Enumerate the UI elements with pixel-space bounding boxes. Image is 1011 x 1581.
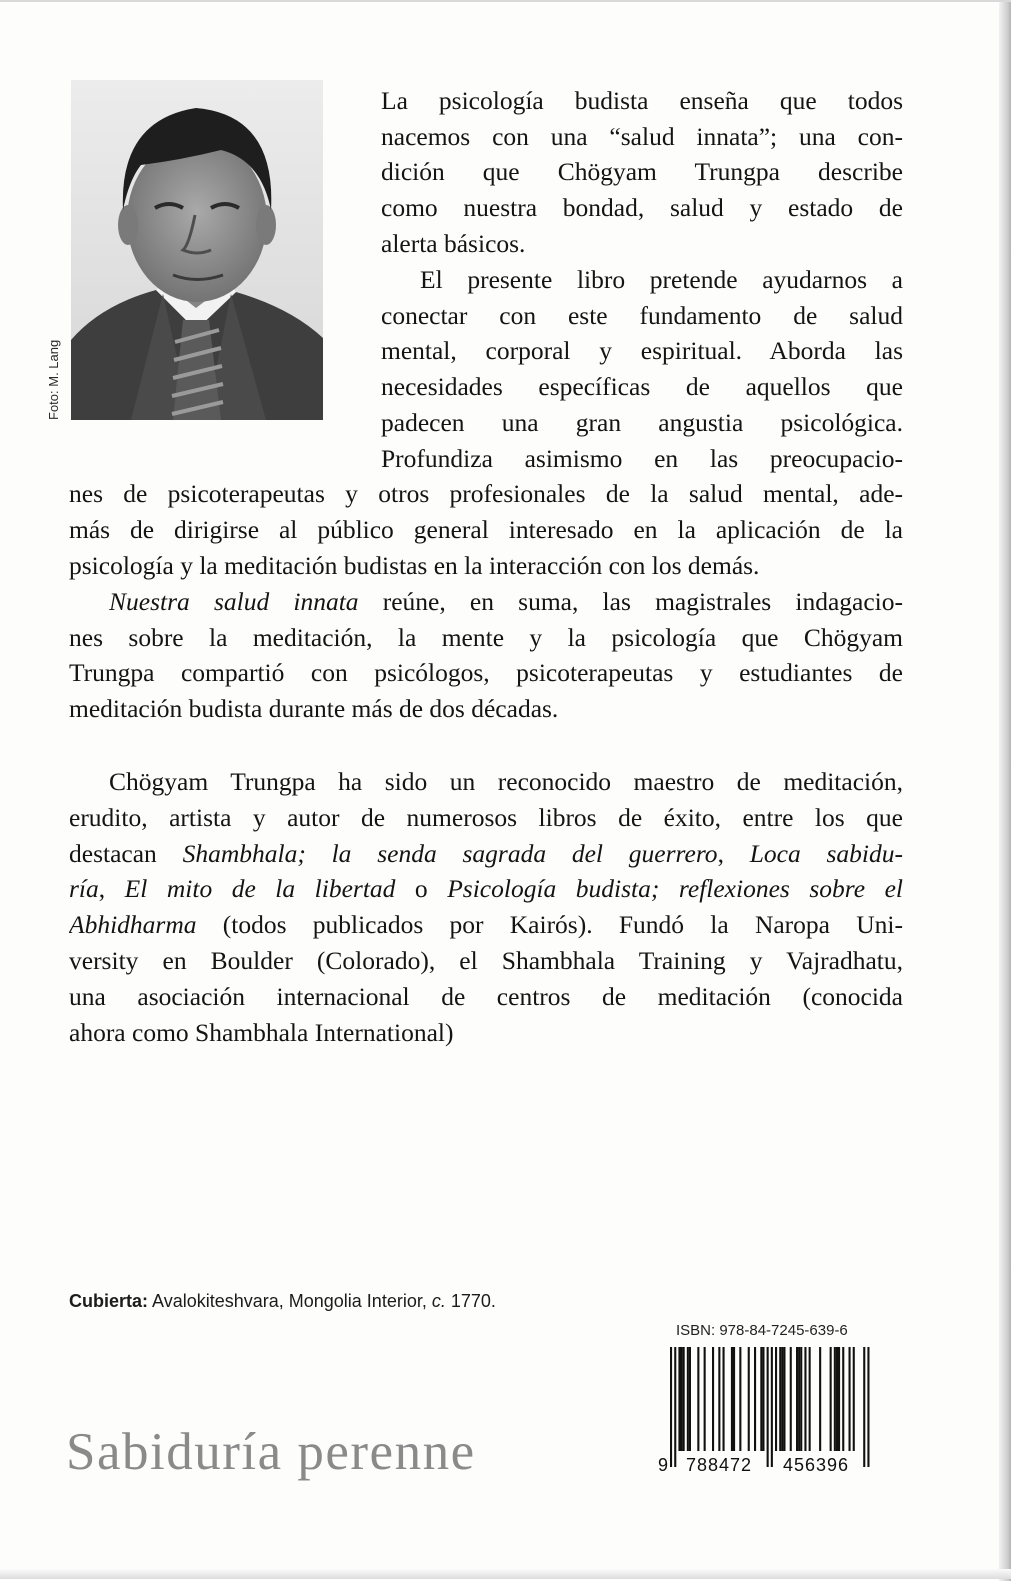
book-title: Shambhala; la senda sagrada del guerrero	[182, 839, 718, 868]
barcode-bar	[781, 1347, 783, 1451]
cover-credit: Cubierta: Avalokiteshvara, Mongolia Interior, c. 1770.	[69, 1291, 496, 1311]
barcode-bar	[733, 1347, 735, 1451]
barcode-bar	[867, 1347, 869, 1467]
barcode-bar	[842, 1347, 844, 1451]
blurb-line: como nuestra bondad, salud y estado de	[381, 193, 903, 222]
barcode-bar	[849, 1347, 851, 1451]
isbn-number: ISBN: 978-84-7245-639-6	[676, 1322, 848, 1339]
blurb-line: mental, corporal y espiritual. Aborda las	[381, 336, 903, 365]
blurb-line: meditación budista durante más de dos décadas.	[69, 694, 559, 723]
barcode-bar	[796, 1347, 798, 1451]
barcode-image	[648, 1347, 878, 1477]
book-title: Abhidharma	[69, 910, 197, 939]
blurb-line: padecen una gran angustia psicológica.	[381, 408, 903, 437]
blurb-line: dición que Chögyam Trungpa describe	[381, 157, 903, 186]
barcode-bar	[760, 1347, 762, 1451]
barcode-bar	[804, 1347, 806, 1451]
bio-line: erudito, artista y autor de numerosos libros de éxito, entre los que	[69, 803, 903, 832]
blurb-line: más de dirigirse al público general interesado en la aplicación de la	[69, 515, 903, 544]
bio-line: destacan Shambhala; la senda sagrada del guerrero, Loca sabidu-	[69, 839, 903, 868]
book-title: ría	[69, 874, 99, 903]
bio-line: ahora como Shambhala International)	[69, 1018, 454, 1047]
bio-line: versity en Boulder (Colorado), el Shambhala Training y Vajradhatu,	[69, 946, 903, 975]
blurb-line: Trungpa compartió con psicólogos, psicoterapeutas y estudiantes de	[69, 658, 903, 687]
barcode-bar	[830, 1347, 832, 1451]
barcode-bar	[819, 1347, 821, 1451]
barcode-bar	[683, 1347, 685, 1451]
barcode-bar	[798, 1347, 800, 1451]
barcode-bar	[674, 1347, 676, 1467]
barcode-bar	[754, 1347, 756, 1451]
blurb-line: nacemos con una “salud innata”; una con-	[381, 122, 903, 151]
barcode-bar	[800, 1347, 802, 1451]
barcode-bar	[838, 1347, 840, 1451]
barcode-bar	[779, 1347, 781, 1451]
bio-line: Abhidharma (todos publicados por Kairós). Fundó la Naropa Uni-	[69, 910, 903, 939]
barcode	[648, 1347, 878, 1477]
barcode-digit-first: 9	[658, 1455, 669, 1475]
photo-credit: Foto: M. Lang	[46, 339, 61, 420]
barcode-bar	[863, 1347, 865, 1467]
barcode-bar	[704, 1347, 706, 1451]
barcode-bar	[767, 1347, 769, 1467]
barcode-bar	[678, 1347, 680, 1451]
book-title: Nuestra salud innata	[109, 587, 359, 616]
blurb-line: nes de psicoterapeutas y otros profesionales de la salud mental, ade-	[69, 479, 903, 508]
barcode-bar	[809, 1347, 811, 1451]
barcode-bar	[697, 1347, 699, 1451]
blurb-line: psicología y la meditación budistas en la interacción con los demás.	[69, 551, 760, 580]
barcode-bar	[739, 1347, 741, 1451]
blurb-line: Nuestra salud innata reúne, en suma, las magistrales indagacio-	[109, 587, 903, 616]
barcode-bar	[712, 1347, 714, 1451]
barcode-bar	[834, 1347, 836, 1451]
barcode-digits-left: 788472	[685, 1455, 753, 1475]
series-title: Sabiduría perenne	[66, 1423, 476, 1481]
book-title: Psicología budista; reflexiones sobre el	[447, 874, 903, 903]
barcode-bar	[718, 1347, 720, 1451]
blurb-line: El presente libro pretende ayudarnos a	[420, 265, 903, 294]
bio-line: Chögyam Trungpa ha sido un reconocido maestro de meditación,	[109, 767, 903, 796]
blurb-line: nes sobre la meditación, la mente y la psicología que Chögyam	[69, 623, 903, 652]
barcode-bar	[775, 1347, 777, 1451]
barcode-bar	[670, 1347, 672, 1467]
blurb-line: La psicología budista enseña que todos	[381, 86, 903, 115]
blurb-line: necesidades específicas de aquellos que	[381, 372, 903, 401]
barcode-bar	[762, 1347, 764, 1451]
barcode-digits-right: 456396	[782, 1455, 850, 1475]
book-title: Loca sabidu-	[749, 839, 903, 868]
author-photo	[71, 80, 323, 420]
blurb-line: alerta básicos.	[381, 229, 526, 258]
barcode-bar	[783, 1347, 785, 1451]
barcode-bar	[731, 1347, 733, 1451]
cover-credit-label: Cubierta:	[69, 1291, 149, 1311]
barcode-bar	[689, 1347, 691, 1451]
barcode-bar	[836, 1347, 838, 1451]
bio-line: ría, El mito de la libertad o Psicología budista; reflexiones sobre el	[69, 874, 903, 903]
cover-spine-edge	[999, 2, 1011, 1581]
barcode-bar	[790, 1347, 792, 1451]
bio-line: una asociación internacional de centros de meditación (conocida	[69, 982, 903, 1011]
barcode-bar	[853, 1347, 855, 1451]
book-title: El mito de la libertad	[124, 874, 396, 903]
barcode-bar	[723, 1347, 725, 1451]
barcode-bar	[771, 1347, 773, 1467]
barcode-bar	[748, 1347, 750, 1451]
barcode-bar	[687, 1347, 689, 1451]
author-portrait-image	[71, 80, 323, 420]
blurb-line: Profundiza asimismo en las preocupacio-	[381, 444, 903, 473]
cover-bottom-edge	[0, 1569, 1011, 1579]
barcode-bar	[681, 1347, 683, 1451]
blurb-line: conectar con este fundamento de salud	[381, 301, 903, 330]
